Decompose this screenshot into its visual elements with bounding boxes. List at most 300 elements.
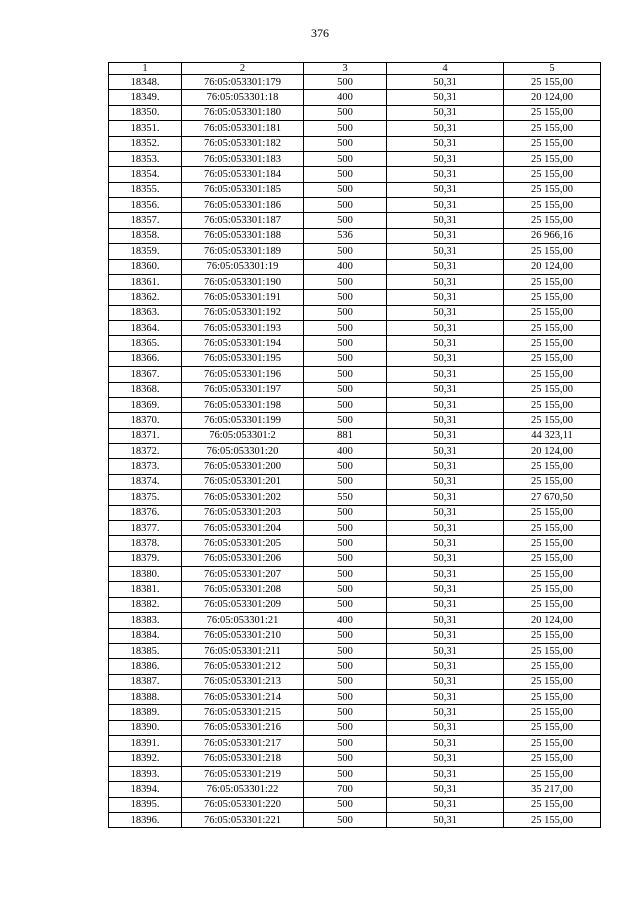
area-cell: 500 — [304, 105, 387, 120]
amount-cell: 25 155,00 — [504, 736, 601, 751]
area-cell: 500 — [304, 382, 387, 397]
area-cell: 500 — [304, 413, 387, 428]
area-cell: 400 — [304, 444, 387, 459]
cadastral-number-cell: 76:05:053301:217 — [182, 736, 304, 751]
table-row — [109, 705, 601, 720]
row-number-cell: 18395. — [109, 797, 182, 812]
cadastral-number-cell: 76:05:053301:18 — [182, 90, 304, 105]
table-row — [109, 674, 601, 689]
rate-cell: 50,31 — [387, 259, 504, 274]
area-cell: 500 — [304, 659, 387, 674]
amount-cell: 20 124,00 — [504, 613, 601, 628]
rate-cell: 50,31 — [387, 520, 504, 535]
row-number-cell: 18366. — [109, 351, 182, 366]
amount-cell: 25 155,00 — [504, 75, 601, 90]
amount-cell: 20 124,00 — [504, 90, 601, 105]
amount-cell: 25 155,00 — [504, 167, 601, 182]
table-row — [109, 628, 601, 643]
cadastral-number-cell: 76:05:053301:197 — [182, 382, 304, 397]
rate-cell: 50,31 — [387, 121, 504, 136]
amount-cell: 25 155,00 — [504, 690, 601, 705]
area-cell: 500 — [304, 151, 387, 166]
area-cell: 400 — [304, 259, 387, 274]
amount-cell: 25 155,00 — [504, 459, 601, 474]
cadastral-number-cell: 76:05:053301:220 — [182, 797, 304, 812]
cadastral-number-cell: 76:05:053301:198 — [182, 397, 304, 412]
row-number-cell: 18353. — [109, 151, 182, 166]
amount-cell: 25 155,00 — [504, 505, 601, 520]
row-number-cell: 18349. — [109, 90, 182, 105]
cadastral-number-cell: 76:05:053301:212 — [182, 659, 304, 674]
cadastral-number-cell: 76:05:053301:202 — [182, 490, 304, 505]
rate-cell: 50,31 — [387, 766, 504, 781]
amount-cell: 25 155,00 — [504, 321, 601, 336]
row-number-cell: 18355. — [109, 182, 182, 197]
rate-cell: 50,31 — [387, 597, 504, 612]
rate-cell: 50,31 — [387, 105, 504, 120]
table-row — [109, 536, 601, 551]
amount-cell: 25 155,00 — [504, 659, 601, 674]
table-row — [109, 582, 601, 597]
table-row — [109, 766, 601, 781]
cadastral-number-cell: 76:05:053301:199 — [182, 413, 304, 428]
row-number-cell: 18368. — [109, 382, 182, 397]
area-cell: 500 — [304, 459, 387, 474]
table-row — [109, 459, 601, 474]
area-cell: 500 — [304, 121, 387, 136]
table-row — [109, 351, 601, 366]
row-number-cell: 18348. — [109, 75, 182, 90]
amount-cell: 25 155,00 — [504, 290, 601, 305]
header-row — [109, 63, 601, 75]
cadastral-number-cell: 76:05:053301:204 — [182, 520, 304, 535]
row-number-cell: 18373. — [109, 459, 182, 474]
row-number-cell: 18369. — [109, 397, 182, 412]
row-number-cell: 18375. — [109, 490, 182, 505]
cadastral-number-cell: 76:05:053301:186 — [182, 198, 304, 213]
row-number-cell: 18357. — [109, 213, 182, 228]
cadastral-number-cell: 76:05:053301:2 — [182, 428, 304, 443]
amount-cell: 25 155,00 — [504, 582, 601, 597]
area-cell: 700 — [304, 782, 387, 797]
amount-cell: 25 155,00 — [504, 766, 601, 781]
amount-cell: 25 155,00 — [504, 536, 601, 551]
table-row — [109, 690, 601, 705]
cadastral-number-cell: 76:05:053301:214 — [182, 690, 304, 705]
area-cell: 500 — [304, 582, 387, 597]
rate-cell: 50,31 — [387, 490, 504, 505]
area-cell: 500 — [304, 766, 387, 781]
cadastral-number-cell: 76:05:053301:21 — [182, 613, 304, 628]
area-cell: 500 — [304, 736, 387, 751]
table-row — [109, 736, 601, 751]
rate-cell: 50,31 — [387, 367, 504, 382]
table-row — [109, 151, 601, 166]
cadastral-number-cell: 76:05:053301:208 — [182, 582, 304, 597]
table-row — [109, 551, 601, 566]
rate-cell: 50,31 — [387, 151, 504, 166]
area-cell: 500 — [304, 567, 387, 582]
amount-cell: 26 966,16 — [504, 228, 601, 243]
rate-cell: 50,31 — [387, 244, 504, 259]
area-cell: 500 — [304, 182, 387, 197]
table-row — [109, 751, 601, 766]
rate-cell: 50,31 — [387, 797, 504, 812]
cadastral-number-cell: 76:05:053301:22 — [182, 782, 304, 797]
row-number-cell: 18382. — [109, 597, 182, 612]
table-row — [109, 228, 601, 243]
row-number-cell: 18391. — [109, 736, 182, 751]
row-number-cell: 18371. — [109, 428, 182, 443]
cadastral-number-cell: 76:05:053301:184 — [182, 167, 304, 182]
table-row — [109, 413, 601, 428]
cadastral-number-cell: 76:05:053301:213 — [182, 674, 304, 689]
amount-cell: 25 155,00 — [504, 151, 601, 166]
rate-cell: 50,31 — [387, 382, 504, 397]
rate-cell: 50,31 — [387, 659, 504, 674]
area-cell: 500 — [304, 520, 387, 535]
row-number-cell: 18383. — [109, 613, 182, 628]
area-cell: 400 — [304, 90, 387, 105]
cadastral-number-cell: 76:05:053301:206 — [182, 551, 304, 566]
table-row — [109, 290, 601, 305]
amount-cell: 25 155,00 — [504, 720, 601, 735]
row-number-cell: 18374. — [109, 474, 182, 489]
table-row — [109, 797, 601, 812]
cadastral-number-cell: 76:05:053301:221 — [182, 813, 304, 828]
area-cell: 500 — [304, 290, 387, 305]
rate-cell: 50,31 — [387, 474, 504, 489]
amount-cell: 25 155,00 — [504, 705, 601, 720]
register-table — [108, 62, 601, 828]
area-cell: 500 — [304, 75, 387, 90]
row-number-cell: 18350. — [109, 105, 182, 120]
cadastral-number-cell: 76:05:053301:192 — [182, 305, 304, 320]
row-number-cell: 18351. — [109, 121, 182, 136]
amount-cell: 25 155,00 — [504, 336, 601, 351]
table-row — [109, 136, 601, 151]
amount-cell: 25 155,00 — [504, 105, 601, 120]
amount-cell: 25 155,00 — [504, 413, 601, 428]
table-row — [109, 121, 601, 136]
cadastral-number-cell: 76:05:053301:207 — [182, 567, 304, 582]
table-row — [109, 567, 601, 582]
amount-cell: 25 155,00 — [504, 121, 601, 136]
row-number-cell: 18354. — [109, 167, 182, 182]
rate-cell: 50,31 — [387, 290, 504, 305]
table-row — [109, 198, 601, 213]
row-number-cell: 18387. — [109, 674, 182, 689]
amount-cell: 25 155,00 — [504, 382, 601, 397]
amount-cell: 27 670,50 — [504, 490, 601, 505]
area-cell: 500 — [304, 674, 387, 689]
rate-cell: 50,31 — [387, 198, 504, 213]
area-cell: 500 — [304, 505, 387, 520]
rate-cell: 50,31 — [387, 736, 504, 751]
table-row — [109, 505, 601, 520]
row-number-cell: 18363. — [109, 305, 182, 320]
amount-cell: 25 155,00 — [504, 813, 601, 828]
row-number-cell: 18381. — [109, 582, 182, 597]
rate-cell: 50,31 — [387, 213, 504, 228]
table-row — [109, 782, 601, 797]
amount-cell: 25 155,00 — [504, 351, 601, 366]
cadastral-number-cell: 76:05:053301:219 — [182, 766, 304, 781]
rate-cell: 50,31 — [387, 321, 504, 336]
rate-cell: 50,31 — [387, 643, 504, 658]
area-cell: 500 — [304, 474, 387, 489]
rate-cell: 50,31 — [387, 674, 504, 689]
cadastral-number-cell: 76:05:053301:194 — [182, 336, 304, 351]
area-cell: 500 — [304, 628, 387, 643]
area-cell: 500 — [304, 705, 387, 720]
table-row — [109, 105, 601, 120]
row-number-cell: 18385. — [109, 643, 182, 658]
row-number-cell: 18389. — [109, 705, 182, 720]
area-cell: 536 — [304, 228, 387, 243]
area-cell: 500 — [304, 597, 387, 612]
cadastral-number-cell: 76:05:053301:190 — [182, 274, 304, 289]
amount-cell: 25 155,00 — [504, 367, 601, 382]
row-number-cell: 18394. — [109, 782, 182, 797]
column-header: 3 — [304, 63, 387, 75]
cadastral-number-cell: 76:05:053301:210 — [182, 628, 304, 643]
rate-cell: 50,31 — [387, 551, 504, 566]
rate-cell: 50,31 — [387, 336, 504, 351]
amount-cell: 25 155,00 — [504, 567, 601, 582]
table-row — [109, 90, 601, 105]
area-cell: 500 — [304, 551, 387, 566]
table-row — [109, 520, 601, 535]
amount-cell: 20 124,00 — [504, 444, 601, 459]
table-row — [109, 244, 601, 259]
row-number-cell: 18376. — [109, 505, 182, 520]
cadastral-number-cell: 76:05:053301:216 — [182, 720, 304, 735]
area-cell: 500 — [304, 136, 387, 151]
row-number-cell: 18386. — [109, 659, 182, 674]
amount-cell: 25 155,00 — [504, 597, 601, 612]
row-number-cell: 18372. — [109, 444, 182, 459]
row-number-cell: 18356. — [109, 198, 182, 213]
rate-cell: 50,31 — [387, 397, 504, 412]
cadastral-number-cell: 76:05:053301:205 — [182, 536, 304, 551]
amount-cell: 25 155,00 — [504, 797, 601, 812]
area-cell: 500 — [304, 274, 387, 289]
rate-cell: 50,31 — [387, 167, 504, 182]
area-cell: 500 — [304, 321, 387, 336]
row-number-cell: 18361. — [109, 274, 182, 289]
column-header: 5 — [504, 63, 601, 75]
amount-cell: 25 155,00 — [504, 198, 601, 213]
table-row — [109, 382, 601, 397]
row-number-cell: 18384. — [109, 628, 182, 643]
page-number: 376 — [311, 26, 329, 40]
amount-cell: 25 155,00 — [504, 474, 601, 489]
cadastral-number-cell: 76:05:053301:185 — [182, 182, 304, 197]
cadastral-number-cell: 76:05:053301:195 — [182, 351, 304, 366]
rate-cell: 50,31 — [387, 182, 504, 197]
amount-cell: 25 155,00 — [504, 674, 601, 689]
cadastral-number-cell: 76:05:053301:200 — [182, 459, 304, 474]
table-row — [109, 213, 601, 228]
rate-cell: 50,31 — [387, 136, 504, 151]
rate-cell: 50,31 — [387, 567, 504, 582]
cadastral-number-cell: 76:05:053301:183 — [182, 151, 304, 166]
rate-cell: 50,31 — [387, 613, 504, 628]
table-row — [109, 490, 601, 505]
cadastral-number-cell: 76:05:053301:181 — [182, 121, 304, 136]
area-cell: 550 — [304, 490, 387, 505]
rate-cell: 50,31 — [387, 228, 504, 243]
row-number-cell: 18388. — [109, 690, 182, 705]
area-cell: 500 — [304, 643, 387, 658]
amount-cell: 25 155,00 — [504, 213, 601, 228]
rate-cell: 50,31 — [387, 428, 504, 443]
rate-cell: 50,31 — [387, 813, 504, 828]
table-row — [109, 720, 601, 735]
column-header: 1 — [109, 63, 182, 75]
table-row — [109, 336, 601, 351]
column-header: 2 — [182, 63, 304, 75]
rate-cell: 50,31 — [387, 628, 504, 643]
area-cell: 500 — [304, 198, 387, 213]
rate-cell: 50,31 — [387, 305, 504, 320]
table-row — [109, 367, 601, 382]
area-cell: 500 — [304, 720, 387, 735]
table-row — [109, 597, 601, 612]
rate-cell: 50,31 — [387, 444, 504, 459]
table-row — [109, 474, 601, 489]
table-row — [109, 182, 601, 197]
amount-cell: 25 155,00 — [504, 182, 601, 197]
cadastral-number-cell: 76:05:053301:19 — [182, 259, 304, 274]
column-header: 4 — [387, 63, 504, 75]
table-row — [109, 397, 601, 412]
amount-cell: 25 155,00 — [504, 136, 601, 151]
row-number-cell: 18378. — [109, 536, 182, 551]
cadastral-number-cell: 76:05:053301:211 — [182, 643, 304, 658]
cadastral-number-cell: 76:05:053301:191 — [182, 290, 304, 305]
amount-cell: 25 155,00 — [504, 628, 601, 643]
rate-cell: 50,31 — [387, 75, 504, 90]
amount-cell: 25 155,00 — [504, 397, 601, 412]
cadastral-number-cell: 76:05:053301:189 — [182, 244, 304, 259]
table-row — [109, 659, 601, 674]
table-body — [109, 75, 601, 828]
cadastral-number-cell: 76:05:053301:188 — [182, 228, 304, 243]
amount-cell: 25 155,00 — [504, 643, 601, 658]
rate-cell: 50,31 — [387, 90, 504, 105]
cadastral-number-cell: 76:05:053301:180 — [182, 105, 304, 120]
area-cell: 881 — [304, 428, 387, 443]
row-number-cell: 18360. — [109, 259, 182, 274]
rate-cell: 50,31 — [387, 705, 504, 720]
row-number-cell: 18367. — [109, 367, 182, 382]
row-number-cell: 18377. — [109, 520, 182, 535]
table-row — [109, 305, 601, 320]
rate-cell: 50,31 — [387, 274, 504, 289]
cadastral-number-cell: 76:05:053301:209 — [182, 597, 304, 612]
table-row — [109, 444, 601, 459]
row-number-cell: 18393. — [109, 766, 182, 781]
amount-cell: 35 217,00 — [504, 782, 601, 797]
table-row — [109, 321, 601, 336]
row-number-cell: 18370. — [109, 413, 182, 428]
amount-cell: 25 155,00 — [504, 520, 601, 535]
table-row — [109, 613, 601, 628]
rate-cell: 50,31 — [387, 751, 504, 766]
row-number-cell: 18359. — [109, 244, 182, 259]
rate-cell: 50,31 — [387, 582, 504, 597]
table-row — [109, 167, 601, 182]
cadastral-number-cell: 76:05:053301:182 — [182, 136, 304, 151]
cadastral-number-cell: 76:05:053301:187 — [182, 213, 304, 228]
row-number-cell: 18392. — [109, 751, 182, 766]
rate-cell: 50,31 — [387, 690, 504, 705]
cadastral-number-cell: 76:05:053301:201 — [182, 474, 304, 489]
row-number-cell: 18362. — [109, 290, 182, 305]
row-number-cell: 18390. — [109, 720, 182, 735]
rate-cell: 50,31 — [387, 536, 504, 551]
amount-cell: 25 155,00 — [504, 751, 601, 766]
table-row — [109, 75, 601, 90]
area-cell: 500 — [304, 690, 387, 705]
row-number-cell: 18396. — [109, 813, 182, 828]
cadastral-number-cell: 76:05:053301:193 — [182, 321, 304, 336]
table-row — [109, 643, 601, 658]
area-cell: 500 — [304, 351, 387, 366]
rate-cell: 50,31 — [387, 505, 504, 520]
rate-cell: 50,31 — [387, 351, 504, 366]
area-cell: 500 — [304, 305, 387, 320]
area-cell: 500 — [304, 167, 387, 182]
area-cell: 500 — [304, 813, 387, 828]
rate-cell: 50,31 — [387, 459, 504, 474]
row-number-cell: 18380. — [109, 567, 182, 582]
row-number-cell: 18364. — [109, 321, 182, 336]
table-row — [109, 428, 601, 443]
area-cell: 500 — [304, 751, 387, 766]
amount-cell: 25 155,00 — [504, 551, 601, 566]
area-cell: 500 — [304, 367, 387, 382]
area-cell: 500 — [304, 244, 387, 259]
row-number-cell: 18379. — [109, 551, 182, 566]
area-cell: 500 — [304, 797, 387, 812]
row-number-cell: 18358. — [109, 228, 182, 243]
row-number-cell: 18352. — [109, 136, 182, 151]
table-row — [109, 813, 601, 828]
area-cell: 500 — [304, 397, 387, 412]
table-row — [109, 259, 601, 274]
rate-cell: 50,31 — [387, 720, 504, 735]
area-cell: 500 — [304, 536, 387, 551]
area-cell: 400 — [304, 613, 387, 628]
cadastral-number-cell: 76:05:053301:196 — [182, 367, 304, 382]
row-number-cell: 18365. — [109, 336, 182, 351]
amount-cell: 25 155,00 — [504, 244, 601, 259]
amount-cell: 20 124,00 — [504, 259, 601, 274]
cadastral-number-cell: 76:05:053301:215 — [182, 705, 304, 720]
cadastral-number-cell: 76:05:053301:20 — [182, 444, 304, 459]
amount-cell: 44 323,11 — [504, 428, 601, 443]
amount-cell: 25 155,00 — [504, 305, 601, 320]
table-row — [109, 274, 601, 289]
area-cell: 500 — [304, 213, 387, 228]
cadastral-number-cell: 76:05:053301:218 — [182, 751, 304, 766]
cadastral-number-cell: 76:05:053301:179 — [182, 75, 304, 90]
area-cell: 500 — [304, 336, 387, 351]
rate-cell: 50,31 — [387, 413, 504, 428]
